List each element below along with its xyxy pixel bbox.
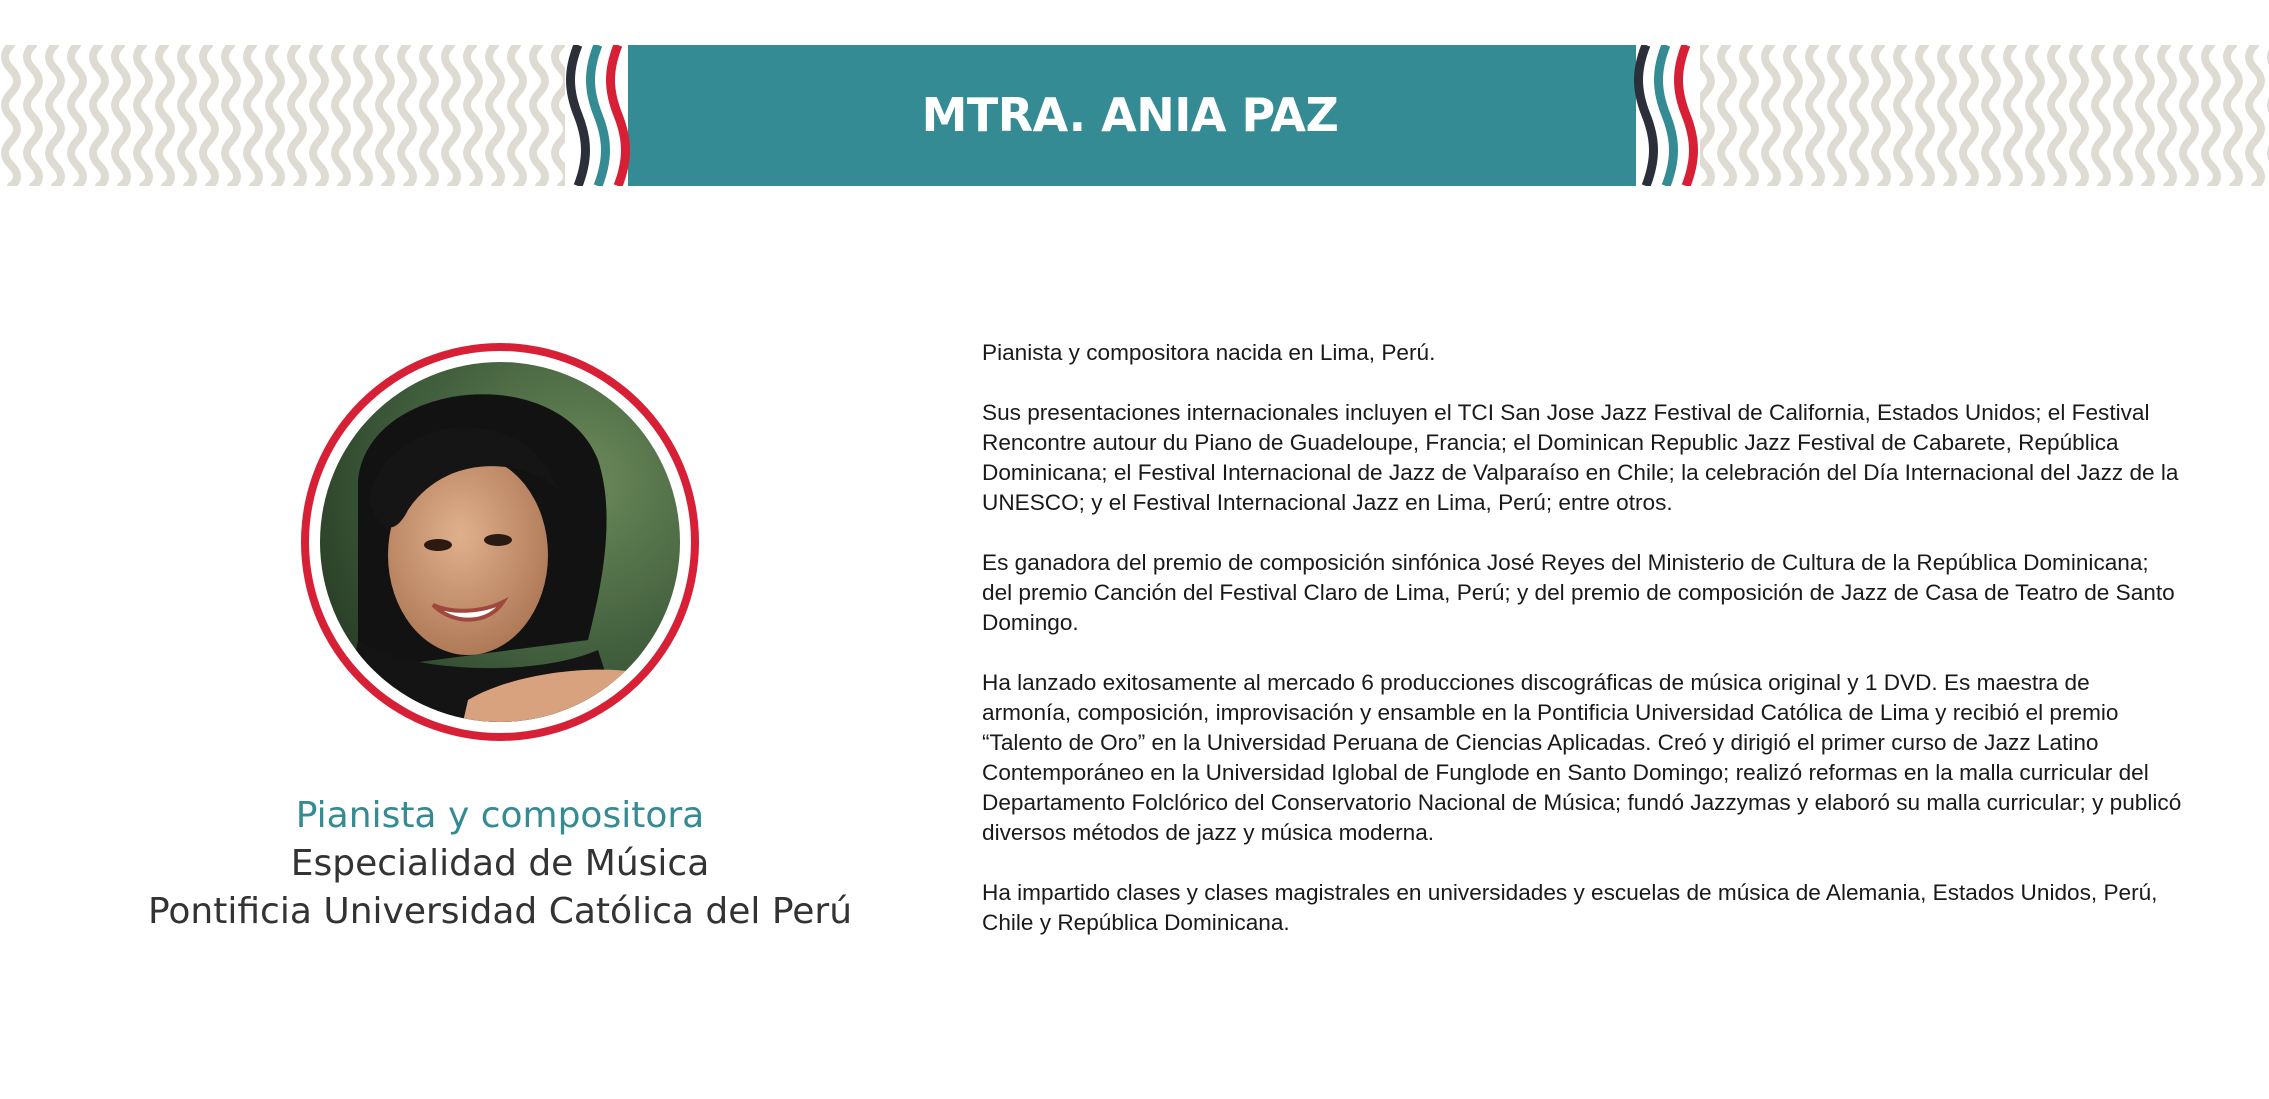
bio-paragraph: Sus presentaciones internacionales incluyen el TCI San Jose Jazz Festival de California, Estados Unidos; el Festival Rencontre autour du Piano de Guadeloupe, Francia; el Dominican Republic Jazz Festival de Cabarete, República Dominicana; el Festival Internacional de Jazz de Valparaíso en Chile; la celebración del Día Internacional del Jazz de la UNESCO; y el Festival Internacional Jazz en Lima, Perú; entre otros.: [982, 400, 2179, 515]
page-title: MTRA. ANIA PAZ: [921, 88, 1339, 142]
profile-caption: [100, 792, 900, 936]
profile-university: Pontificia Universidad Católica del Perú: [147, 891, 853, 932]
bio-paragraph: Ha impartido clases y clases magistrales en universidades y escuelas de música de Alemania, Estados Unidos, Perú, Chile y República Dominicana.: [982, 880, 2158, 935]
profile-role: Pianista y compositora: [295, 795, 705, 836]
bio-paragraph: Ha lanzado exitosamente al mercado 6 producciones discográficas de música original y 1 DVD. Es maestra de armonía, composición, improvisación y ensamble en la Pontificia Universidad Católica de Lima y recibió el premio “Talento de Oro” en la Universidad Peruana de Ciencias Aplicadas. Creó y dirigió el primer curso de Jazz Latino Contemporáneo en la Universidad Iglobal de Funglode en Santo Domingo; realizó reformas en la malla curricular del Departamento Folclórico del Conservatorio Nacional de Música; fundó Jazzymas y elaboró su malla curricular; y publicó diversos métodos de jazz y música moderna.: [982, 670, 2182, 845]
profile-department: Especialidad de Música: [290, 843, 710, 884]
bio-paragraph: Pianista y compositora nacida en Lima, Perú.: [982, 340, 1436, 365]
bio-paragraph: Es ganadora del premio de composición sinfónica José Reyes del Ministerio de Cultura de la República Dominicana; del premio Canción del Festival Claro de Lima, Perú; y del premio de composición de Jazz de Casa de Teatro de Santo Domingo.: [982, 550, 2175, 635]
portrait-photo: [298, 340, 702, 744]
biography: [982, 338, 2182, 968]
